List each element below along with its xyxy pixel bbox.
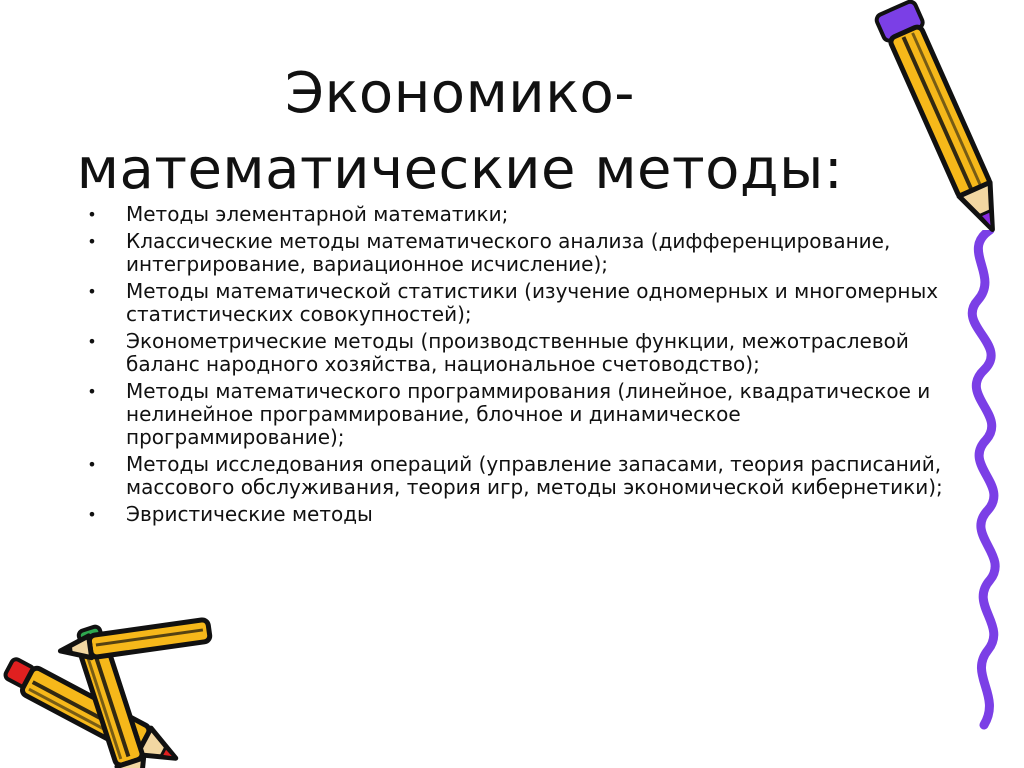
bullet-item [82, 203, 962, 226]
bullet-text: Эконометрические методы (производственные функции, межотраслевой баланс народного хозяйства, национальное счетоводство); [126, 329, 909, 376]
bullet-item [82, 380, 962, 449]
title-line-1: Экономико- [285, 61, 635, 126]
bullet-item [82, 453, 962, 499]
bullet-dot: • [87, 382, 97, 401]
bullet-text: Эвристические методы [126, 502, 373, 526]
bullet-list [82, 203, 962, 530]
bullet-text: Классические методы математического анализа (дифференцирование, интегрирование, вариационное исчисление); [126, 229, 891, 276]
pencil-group-icon [0, 610, 230, 768]
slide-title [40, 56, 880, 208]
bullet-item [82, 230, 962, 276]
bullet-text: Методы математической статистики (изучение одномерных и многомерных статистических совокупностей); [126, 279, 939, 326]
title-line-2: математические методы: [76, 137, 844, 202]
bullet-dot: • [87, 232, 97, 251]
bullet-text: Методы исследования операций (управление запасами, теория расписаний, массового обслуживания, теория игр, методы экономической кибернетики); [126, 452, 943, 499]
bullet-dot: • [87, 332, 97, 351]
pencil-icon [860, 0, 1020, 245]
bullet-dot: • [87, 455, 97, 474]
bullet-dot: • [87, 505, 97, 524]
bullet-item [82, 280, 962, 326]
bullet-text: Методы элементарной математики; [126, 202, 509, 226]
bullet-item [82, 503, 962, 526]
bullet-item [82, 330, 962, 376]
squiggle-line [940, 230, 1020, 730]
bullet-text: Методы математического программирования (линейное, квадратическое и нелинейное программирование, блочное и динамическое программирование); [126, 379, 931, 449]
bullet-dot: • [87, 282, 97, 301]
bullet-dot: • [87, 205, 97, 224]
